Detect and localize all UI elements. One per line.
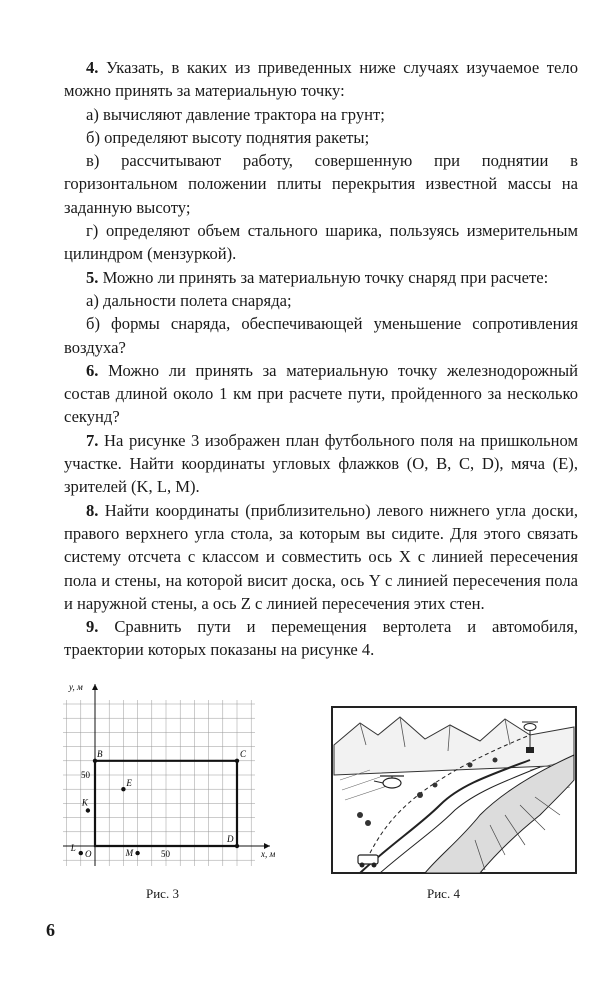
problem-number: 5. xyxy=(86,267,99,287)
point-d xyxy=(235,844,239,848)
problem-4 xyxy=(64,56,578,103)
problem-text: Можно ли принять за материальную точку снаряд при расчете: xyxy=(102,267,549,287)
y-axis-arrow-icon xyxy=(92,684,98,690)
point-label-l: L xyxy=(70,843,76,854)
figure-3-field-plan xyxy=(55,678,285,878)
point-label-b: B xyxy=(97,748,103,759)
x-axis-label: x, м xyxy=(261,849,276,859)
problem-text: Сравнить пути и перемещения вертолета и автомобиля, траектории которых показаны на рисунке 4. xyxy=(64,617,578,660)
y-tick-label: 50 xyxy=(81,770,90,780)
x-tick-label: 50 xyxy=(161,849,170,859)
origin-label: O xyxy=(85,849,92,859)
problem-4-item-b: б) определяют высоту поднятия ракеты; xyxy=(86,127,370,147)
problem-9 xyxy=(64,615,578,662)
problem-number: 9. xyxy=(86,617,99,637)
problem-text: Можно ли принять за материальную точку железнодорожный состав длиной около 1 км при расчете пути, пройденного за несколько секунд? xyxy=(64,360,578,427)
problem-text: Найти координаты (приблизительно) левого нижнего угла доски, правого верхнего угла стола, за которым вы сидите. Для этого связать систему отсчета с классом и совместить ось X с линией пересечения пола и стены, на которой висит доска, ось Y с линией пересечения пола и наружной стены, а ось Z с линией пересечения этих стен. xyxy=(64,500,578,613)
problem-5-item-b: б) формы снаряда, обеспечивающей уменьшение сопротивления воздуха? xyxy=(64,314,578,357)
problem-text: Указать, в каких из приведенных ниже случаях изучаемое тело можно принять за материальную точку: xyxy=(64,58,578,101)
problem-5-item-a: а) дальности полета снаряда; xyxy=(86,290,292,310)
point-label-m: M xyxy=(125,848,134,859)
page-number: 6 xyxy=(46,920,55,940)
point-label-e: E xyxy=(126,778,132,789)
point-label-c: C xyxy=(240,748,247,759)
problem-8 xyxy=(64,499,578,615)
problem-7 xyxy=(64,429,578,499)
problem-6 xyxy=(64,359,578,429)
point-m xyxy=(135,851,139,855)
figure-4-caption: Рис. 4 xyxy=(427,886,460,901)
helicopter-car-landscape-icon xyxy=(330,705,578,875)
point-l xyxy=(79,851,83,855)
field-plan-diagram xyxy=(55,678,285,878)
problem-4-item-a: а) вычисляют давление трактора на грунт; xyxy=(86,104,385,124)
problem-4-item-c: в) рассчитывают работу, совершенную при поднятии в горизонтальном положении плиты перекрытия известной массы на заданную высоту; xyxy=(64,151,578,217)
point-e xyxy=(121,787,125,791)
point-k xyxy=(86,808,90,812)
problem-4-item-d: г) определяют объем стального шарика, пользуясь измерительным цилиндром (мензуркой). xyxy=(64,221,578,264)
problem-5 xyxy=(64,266,578,289)
problem-number: 4. xyxy=(86,58,99,77)
figure-3-caption: Рис. 3 xyxy=(146,886,179,901)
figure-4-illustration xyxy=(330,705,578,875)
point-label-k: K xyxy=(81,797,88,808)
y-axis-label: y, м xyxy=(69,682,83,692)
problems-text xyxy=(64,56,578,662)
point-label-d: D xyxy=(227,834,234,844)
problem-text: На рисунке 3 изображен план футбольного поля на пришкольном участке. Найти координаты угловых флажков (O, B, C, D), мяча (E), зрителей (K, L, M). xyxy=(64,430,578,497)
problem-number: 6. xyxy=(86,360,99,380)
problem-number: 7. xyxy=(86,430,99,450)
point-c xyxy=(235,759,239,763)
point-b xyxy=(93,759,97,763)
problem-number: 8. xyxy=(86,500,99,520)
